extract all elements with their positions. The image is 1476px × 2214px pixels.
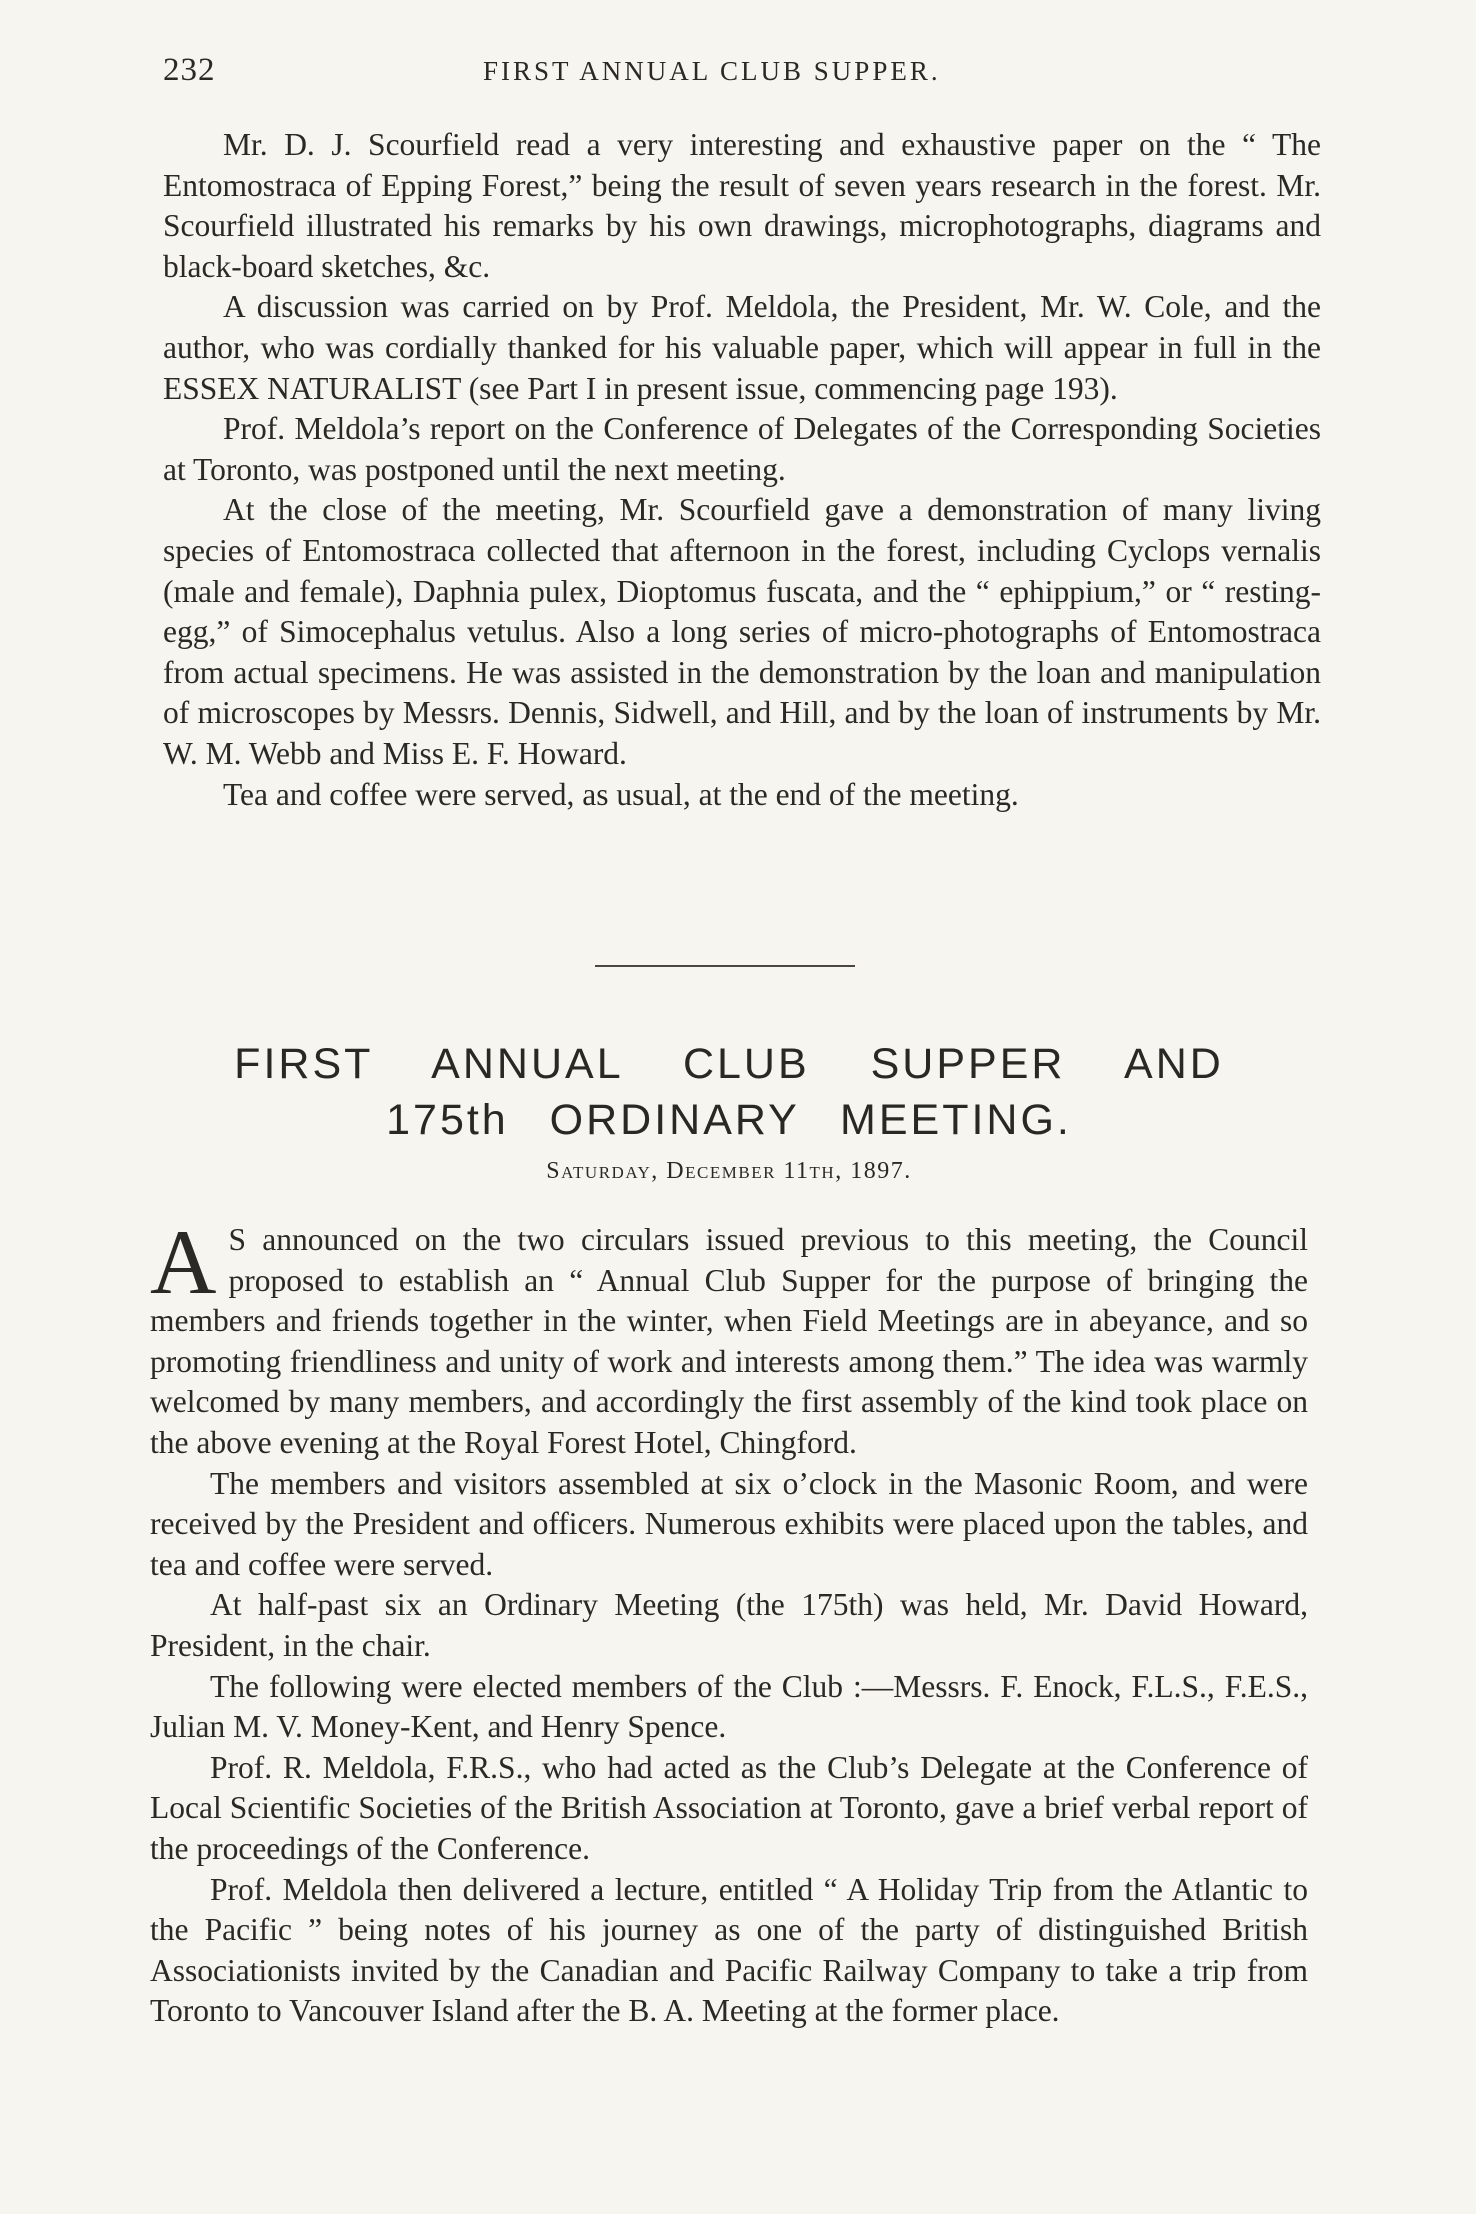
title-line-1: FIRST ANNUAL CLUB SUPPER AND [234,1040,1224,1088]
opening-paragraph-text: S announced on the two circulars issued previous to this meeting, the Council proposed to establish an “ Annual Club Supper for the purpose of bringing the members and friends together in the winter, when Field Meetings are in abeyance, and so promoting friendliness and unity of work and interests among them.” The idea was warmly welcomed by many members, and accordingly the first assembly of the kind took place on the above evening at the Royal Forest Hotel, Chingford. [150,1222,1308,1460]
dateline: Saturday, December 11th, 1897. [546,1158,912,1184]
section-divider [595,965,855,967]
paragraph: At the close of the meeting, Mr. Scourfield gave a demonstration of many living species of Entomostraca collected that afternoon in the forest, including Cyclops vernalis (male and female), Daphnia pulex, Dioptomus fuscata, and the “ ephippium,” or “ resting-egg,” of Simocephalus vetulus. Also a long series of micro-photographs of Entomostraca from actual specimens. He was assisted in the demonstration by the loan and manipulation of microscopes by Messrs. Dennis, Sidwell, and Hill, and by the loan of instruments by Mr. W. M. Webb and Miss E. F. Howard. [163,492,1321,771]
opening-paragraph [150,1211,1308,1464]
section-title [150,1036,1308,1148]
running-head: FIRST ANNUAL CLUB SUPPER. [483,56,941,86]
paragraph: The members and visitors assembled at six o’clock in the Masonic Room, and were received by the President and officers. Numerous exhibits were placed upon the tables, and tea and coffee were served. [150,1465,1308,1582]
page-header [163,52,1313,102]
page-number: 232 [163,52,216,88]
title-line-2: 175th ORDINARY MEETING. [386,1096,1072,1144]
paragraph: A discussion was carried on by Prof. Meldola, the President, Mr. W. Cole, and the author, who was cordially thanked for his valuable paper, which will appear in full in the ESSEX NATURALIST (see Part I in present issue, commencing page 193). [163,289,1321,406]
section-previous-meeting [163,125,1321,815]
section-club-supper [150,1211,1308,2032]
drop-cap: A [150,1211,217,1313]
paragraph: At half-past six an Ordinary Meeting (the 175th) was held, Mr. David Howard, President, in the chair. [150,1587,1308,1663]
paragraph: Prof. Meldola then delivered a lecture, entitled “ A Holiday Trip from the Atlantic to the Pacific ” being notes of his journey as one of the party of distinguished British Associationists invited by the Canadian and Pacific Railway Company to take a trip from Toronto to Vancouver Island after the B. A. Meeting at the former place. [150,1871,1308,2029]
paragraph: The following were elected members of the Club :—Messrs. F. Enock, F.L.S., F.E.S., Julian M. V. Money-Kent, and Henry Spence. [150,1668,1308,1745]
paragraph: Prof. R. Meldola, F.R.S., who had acted as the Club’s Delegate at the Conference of Local Scientific Societies of the British Association at Toronto, gave a brief verbal report of the proceedings of the Conference. [150,1749,1308,1866]
paragraph: Prof. Meldola’s report on the Conference of Delegates of the Corresponding Societies at Toronto, was postponed until the next meeting. [163,411,1321,487]
paragraph: Mr. D. J. Scourfield read a very interesting and exhaustive paper on the “ The Entomostraca of Epping Forest,” being the result of seven years research in the forest. Mr. Scourfield illustrated his remarks by his own drawings, microphotographs, diagrams and black-board sketches, &c. [163,127,1321,284]
paragraph: Tea and coffee were served, as usual, at the end of the meeting. [223,776,1019,812]
